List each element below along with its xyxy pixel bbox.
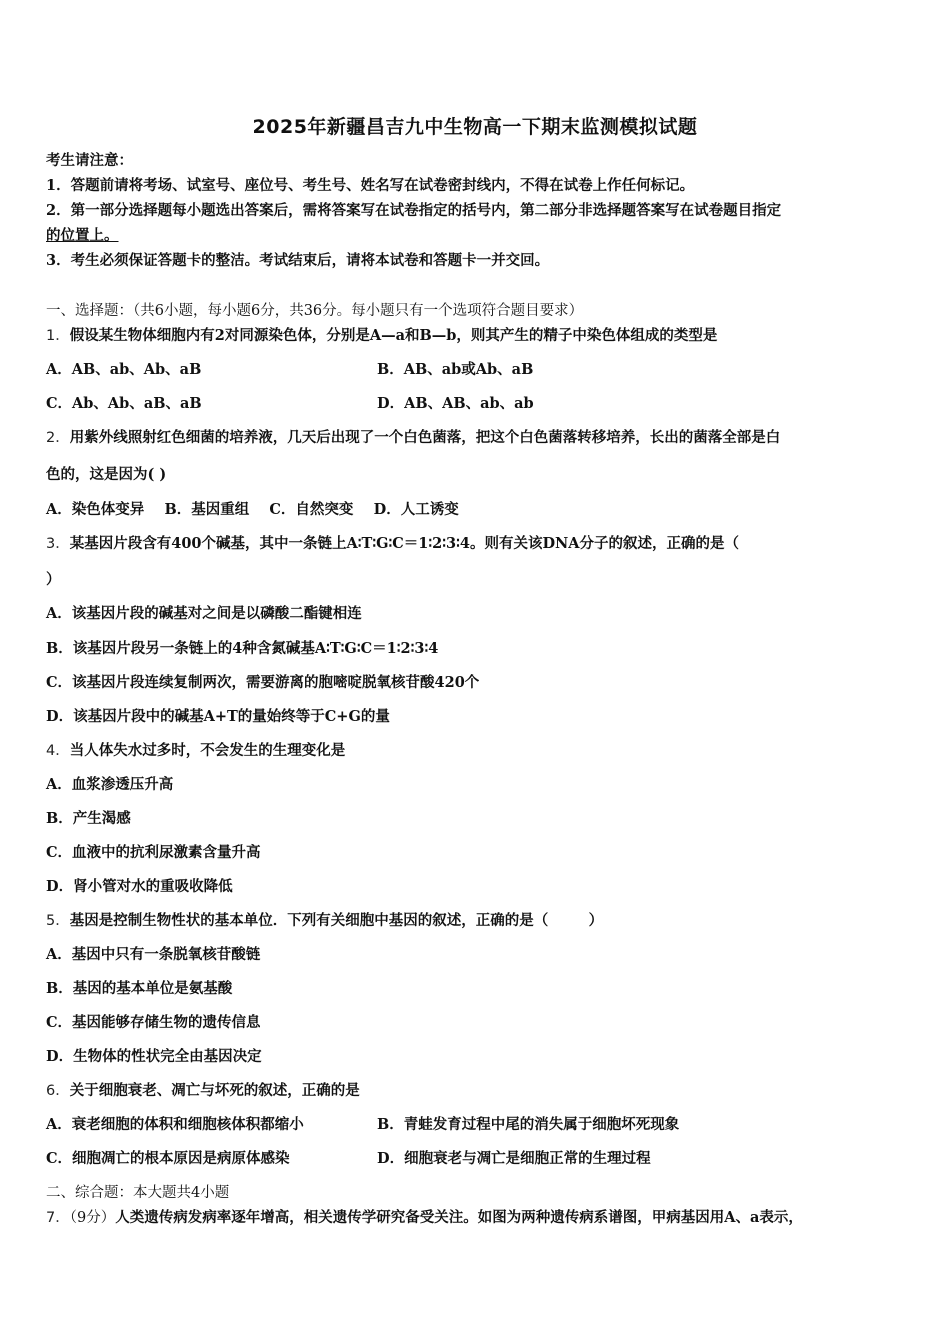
q1-number: 1．	[46, 328, 70, 344]
q2-stem-text-2: 色的，这是因为( )	[46, 466, 167, 483]
q2-stem-text-1: 用紫外线照射红色细菌的培养液，几天后出现了一个白色菌落，把这个白色菌落转移培养，长出的菌落全部是白	[69, 429, 781, 446]
q5-option-a: A．基因中只有一条脱氧核苷酸链	[46, 946, 261, 963]
q1-option-a: A．AB、ab、Ab、aB	[46, 361, 202, 378]
q4-option-b: B．产生渴感	[46, 810, 131, 827]
q7-score: （9分）	[69, 1210, 116, 1226]
notice-item-2: 2．第一部分选择题每小题选出答案后，需将答案写在试卷指定的括号内，第二部分非选择题答案写在试卷题目指定	[46, 202, 782, 219]
q4-stem	[46, 741, 345, 761]
section1-heading: 一、选择题：（共6小题，每小题6分，共36分。每小题只有一个选项符合题目要求）	[46, 303, 584, 319]
q5-number: 5．	[46, 913, 70, 929]
q5-option-d: D．生物体的性状完全由基因决定	[46, 1048, 262, 1065]
q6-option-d: D．细胞衰老与凋亡是细胞正常的生理过程	[377, 1150, 651, 1167]
notice-item-1: 1．答题前请将考场、试室号、座位号、考生号、姓名写在试卷密封线内，不得在试卷上作任何标记。	[46, 177, 695, 194]
q6-stem	[46, 1081, 360, 1101]
q6-option-c: C．细胞凋亡的根本原因是病原体感染	[46, 1150, 290, 1167]
q3-option-a: A．该基因片段的碱基对之间是以磷酸二酯键相连	[46, 605, 362, 622]
q5-stem-text: 基因是控制生物性状的基本单位．下列有关细胞中基因的叙述，正确的是（ ）	[69, 912, 604, 929]
q7-stem-text: 人类遗传病发病率逐年增高，相关遗传学研究备受关注。如图为两种遗传病系谱图，甲病基因用A、a表示，	[115, 1209, 803, 1226]
q2-stem	[46, 428, 780, 448]
q6-option-a: A．衰老细胞的体积和细胞核体积都缩小	[46, 1116, 304, 1133]
page-title: 2025年新疆昌吉九中生物高一下期末监测模拟试题	[252, 116, 698, 138]
q3-stem	[46, 534, 739, 554]
q1-stem-text: 假设某生物体细胞内有2对同源染色体，分别是A—a和B—b，则其产生的精子中染色体组成的类型是	[69, 327, 718, 344]
q6-number: 6．	[46, 1083, 70, 1099]
section2-heading: 二、综合题：本大题共4小题	[46, 1185, 230, 1201]
notice-item-2-cont: 的位置上。	[46, 227, 119, 244]
q1-stem	[46, 326, 717, 346]
q4-number: 4．	[46, 743, 70, 759]
q1-option-d: D．AB、AB、ab、ab	[377, 395, 534, 412]
q1-option-c: C．Ab、Ab、aB、aB	[46, 395, 202, 412]
q7-number: 7．	[46, 1210, 70, 1226]
notice-heading: 考生请注意：	[46, 152, 133, 169]
q7-stem	[46, 1208, 803, 1228]
q1-option-b: B．AB、ab或Ab、aB	[377, 361, 534, 378]
q3-option-b: B．该基因片段另一条链上的4种含氮碱基A∶T∶G∶C＝1∶2∶3∶4	[46, 640, 439, 657]
q3-option-c: C．该基因片段连续复制两次，需要游离的胞嘧啶脱氧核苷酸420个	[46, 674, 480, 691]
q5-option-c: C．基因能够存储生物的遗传信息	[46, 1014, 261, 1031]
q2-options: A．染色体变异 B．基因重组 C．自然突变 D．人工诱变	[46, 501, 459, 518]
q4-option-a: A．血浆渗透压升高	[46, 776, 174, 793]
q3-stem-text-1: 某基因片段含有400个碱基，其中一条链上A∶T∶G∶C＝1∶2∶3∶4。则有关该DNA分子的叙述，正确的是（	[69, 535, 740, 552]
q5-stem	[46, 911, 603, 931]
q5-option-b: B．基因的基本单位是氨基酸	[46, 980, 233, 997]
q3-option-d: D．该基因片段中的碱基A+T的量始终等于C+G的量	[46, 708, 390, 725]
q4-option-c: C．血液中的抗利尿激素含量升高	[46, 844, 261, 861]
q3-number: 3．	[46, 536, 70, 552]
q6-stem-text: 关于细胞衰老、凋亡与坏死的叙述，正确的是	[69, 1082, 360, 1099]
q4-stem-text: 当人体失水过多时，不会发生的生理变化是	[69, 742, 346, 759]
notice-item-3: 3．考生必须保证答题卡的整洁。考试结束后，请将本试卷和答题卡一并交回。	[46, 252, 550, 269]
q4-option-d: D．肾小管对水的重吸收降低	[46, 878, 233, 895]
q3-stem-text-2: ）	[46, 571, 61, 588]
q6-option-b: B．青蛙发育过程中尾的消失属于细胞坏死现象	[377, 1116, 680, 1133]
q2-number: 2．	[46, 430, 70, 446]
